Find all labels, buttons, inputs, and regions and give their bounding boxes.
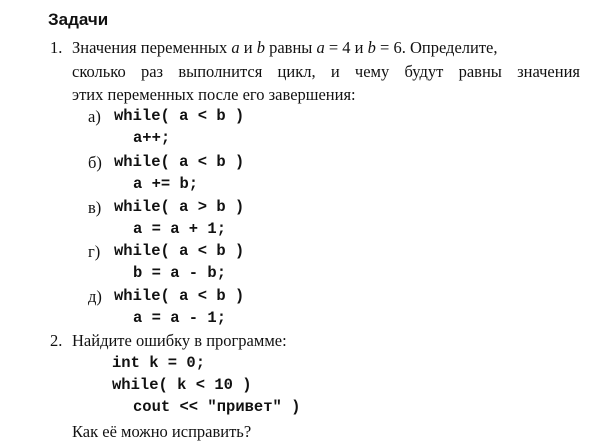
task-1-number: 1. (50, 38, 63, 57)
item-d-code-line-1: while( a < b ) (114, 287, 245, 305)
task-1-line-2: сколько раз выполнится цикл, и чему будут равны значения (72, 62, 580, 81)
task-2-code-line-3: cout << "привет" ) (133, 398, 301, 416)
item-a-code-line-1: while( a < b ) (114, 107, 245, 125)
item-v-code-line-2: a = a + 1; (133, 220, 227, 238)
task-2-text: Найдите ошибку в программе: (72, 331, 287, 350)
task-1-line-1: Значения переменных a и b равны a = 4 и b = 6. Определите, (72, 38, 498, 57)
item-g-code-line-1: while( a < b ) (114, 242, 245, 260)
task-2-question: Как её можно исправить? (72, 422, 252, 441)
item-v-code-line-1: while( a > b ) (114, 198, 245, 216)
item-d-code-line-2: a = a - 1; (133, 309, 227, 327)
item-b-letter: б) (88, 153, 102, 172)
item-b-code-line-1: while( a < b ) (114, 153, 245, 171)
item-a-code-line-2: a++; (133, 129, 171, 147)
task-1-line-3: этих переменных после его завершения: (72, 85, 356, 104)
task-2-code-line-1: int k = 0; (112, 354, 206, 372)
item-g-letter: г) (88, 242, 101, 261)
item-b-code-line-2: a += b; (133, 175, 199, 193)
item-a-letter: а) (88, 107, 101, 126)
task-2-number: 2. (50, 331, 63, 350)
item-d-letter: д) (88, 287, 102, 306)
section-heading: Задачи (48, 10, 109, 29)
item-g-code-line-2: b = a - b; (133, 264, 227, 282)
item-v-letter: в) (88, 198, 102, 217)
task-2-code-line-2: while( k < 10 ) (112, 376, 252, 394)
